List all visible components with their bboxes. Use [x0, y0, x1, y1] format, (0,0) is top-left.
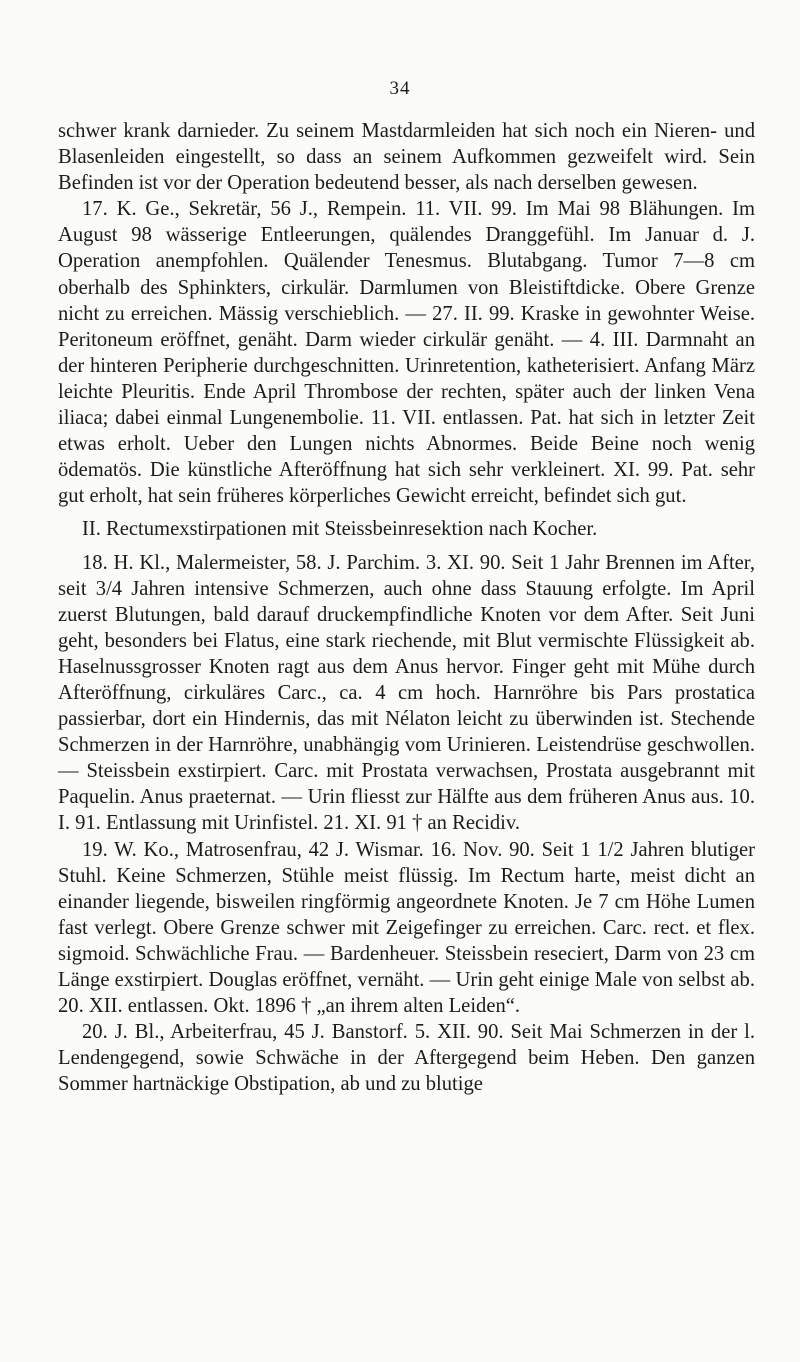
paragraph-case-17: 17. K. Ge., Sekretär, 56 J., Rempein. 11. VII. 99. Im Mai 98 Blähungen. Im August 98 wässerige Entleerungen, quälendes Dranggefühl. Im Januar d. J. Operation anempfohlen. Quälender Tenesmus. Blutabgang. Tumor 7—8 cm oberhalb des Sphinkters, cirkulär. Darmlumen von Bleistiftdicke. Obere Grenze nicht zu erreichen. Mässig verschieblich. — 27. II. 99. Kraske in gewohnter Weise. Peritoneum eröffnet, genäht. Darm wieder cirkulär genäht. — 4. III. Darmnaht an der hinteren Peripherie durchgeschnitten. Urinretention, katheterisiert. Anfang März leichte Pleuritis. Ende April Thrombose der rechten, später auch der linken Vena iliaca; dabei einmal Lungenembolie. 11. VII. entlassen. Pat. hat sich in letzter Zeit etwas erholt. Ueber den Lungen nichts Abnormes. Beide Beine noch wenig ödematös. Die künstliche Afteröffnung hat sich sehr verkleinert. XI. 99. Pat. sehr gut erholt, hat sein früheres körperliches Gewicht erreicht, befindet sich gut.: [58, 198, 755, 508]
section-heading: II. Rectumexstirpationen mit Steissbeinresektion nach Kocher.: [82, 518, 598, 541]
paragraph-continuation: schwer krank darnieder. Zu seinem Mastdarmleiden hat sich noch ein Nieren- und Blasenleiden eingestellt, so dass an seinem Aufkommen gezweifelt wird. Sein Befinden ist vor der Operation bedeutend besser, als nach derselben gewesen.: [58, 120, 755, 195]
paragraph-case-18: 18. H. Kl., Malermeister, 58. J. Parchim. 3. XI. 90. Seit 1 Jahr Brennen im After, seit 3/4 Jahren intensive Schmerzen, auch ohne dass Stauung erfolgte. Im April zuerst Blutungen, bald darauf druckempfindliche Knoten vor dem After. Seit Juni geht, besonders bei Flatus, eine stark riechende, mit Blut vermischte Flüssigkeit ab. Haselnussgrosser Knoten ragt aus dem Anus hervor. Finger geht mit Mühe durch Afteröffnung, cirkuläres Carc., ca. 4 cm hoch. Harnröhre bis Pars prostatica passierbar, dort ein Hindernis, das mit Nélaton leicht zu überwinden ist. Stechende Schmerzen in der Harnröhre, unabhängig vom Urinieren. Leistendrüse geschwollen. — Steissbein exstirpiert. Carc. mit Prostata verwachsen, Prostata ausgebrannt mit Paquelin. Anus praeternat. — Urin fliesst zur Hälfte aus dem früheren Anus aus. 10. I. 91. Entlassung mit Urinfistel. 21. XI. 91 † an Recidiv.: [58, 551, 755, 835]
page-number: 34: [389, 78, 411, 99]
paragraph-case-19: 19. W. Ko., Matrosenfrau, 42 J. Wismar. 16. Nov. 90. Seit 1 1/2 Jahren blutiger Stuhl. Keine Schmerzen, Stühle meist flüssig. Im Rectum harte, meist dicht an einander liegende, bisweilen ringförmig angeordnete Knoten. Je 7 cm Höhe Lumen fast verlegt. Obere Grenze schwer mit Zeigefinger zu erreichen. Carc. rect. et flex. sigmoid. Schwächliche Frau. — Bardenheuer. Steissbein reseciert, Darm von 23 cm Länge exstirpiert. Douglas eröffnet, vernäht. — Urin geht einige Male von selbst ab. 20. XII. entlassen. Okt. 1896 † „an ihrem alten Leiden“.: [58, 838, 755, 1018]
paragraph-case-20: 20. J. Bl., Arbeiterfrau, 45 J. Banstorf. 5. XII. 90. Seit Mai Schmerzen in der l. Lendengegend, sowie Schwäche in der Aftergegend beim Heben. Den ganzen Sommer hartnäckige Obstipation, ab und zu blutige: [58, 1021, 755, 1096]
body-text: [58, 118, 755, 1097]
